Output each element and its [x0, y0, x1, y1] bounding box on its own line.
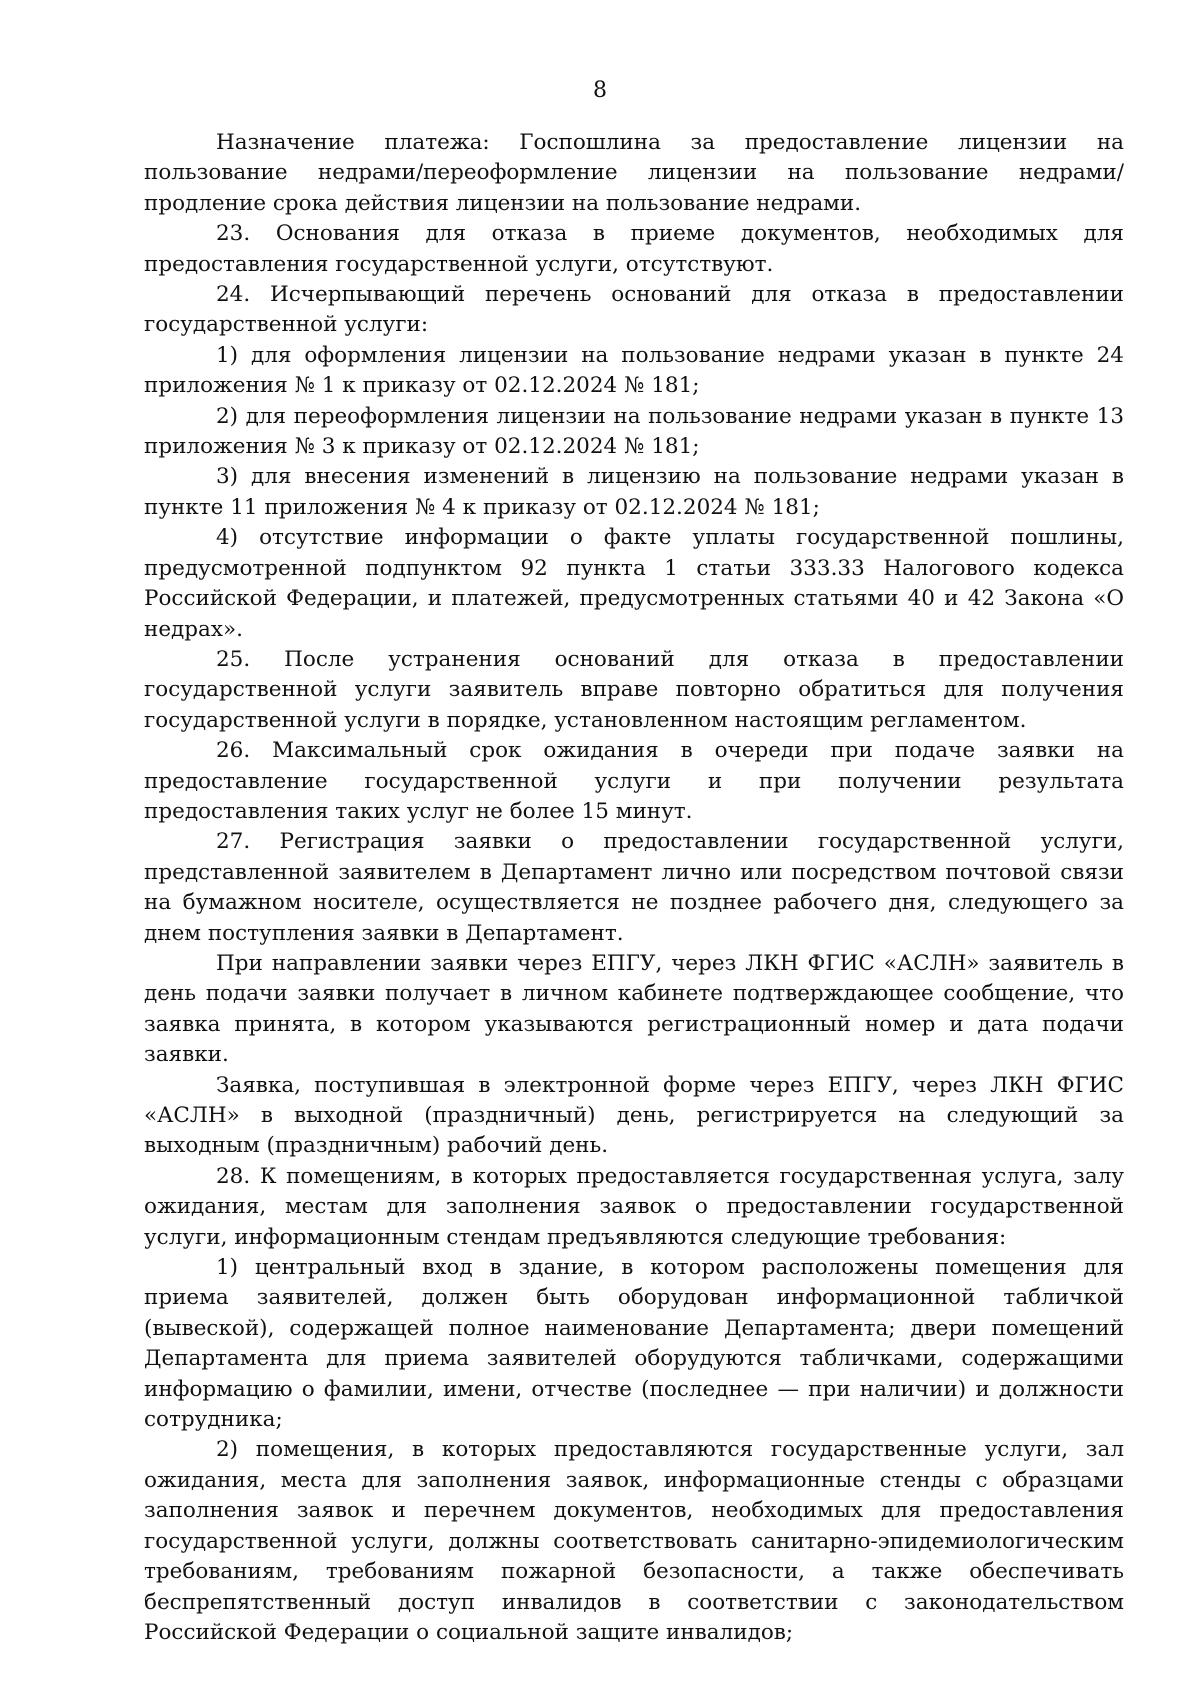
paragraph-26: 26. Максимальный срок ожидания в очереди при подаче заявки на предоставление государственной услуги и при получении результата предоставления таких услуг не более 15 минут. [144, 738, 1124, 824]
paragraph-27-epgu: При направлении заявки через ЕПГУ, через ЛКН ФГИС «АСЛН» заявитель в день подачи заявки получает в личном кабинете подтверждающее сообщение, что заявка принята, в котором указываются регистрационный номер и дата подачи заявки. [144, 950, 1124, 1068]
document-body [144, 128, 1124, 1648]
paragraph-27: 27. Регистрация заявки о предоставлении государственной услуги, представленной заявителем в Департамент лично или посредством почтовой связи на бумажном носителе, осуществляется не позднее рабочего дня, следующего за днем поступления заявки в Департамент. [144, 829, 1124, 946]
paragraph-28-item-2: 2) помещения, в которых предоставляются государственные услуги, зал ожидания, места для заполнения заявок, информационные стенды с образцами заполнения заявок и перечнем документов, необходимых для предоставления государственной услуги, должны соответствовать санитарно-эпидемиологическим требованиям, требованиям пожарной безопасности, а также обеспечивать беспрепятственный доступ инвалидов в соответствии с законодательством Российской Федерации о социальной защите инвалидов; [144, 1437, 1124, 1645]
paragraph-24: 24. Исчерпывающий перечень оснований для отказа в предоставлении государственной услуги: [144, 282, 1124, 338]
paragraph-24-item-2: 2) для переоформления лицензии на пользование недрами указан в пункте 13 приложения № 3 к приказу от 02.12.2024 № 181; [144, 403, 1124, 460]
paragraph-23: 23. Основания для отказа в приеме документов, необходимых для предоставления государственной услуги, отсутствуют. [144, 221, 1124, 277]
page-number: 8 [593, 78, 607, 103]
paragraph-28: 28. К помещениям, в которых предоставляется государственная услуга, залу ожидания, местам для заполнения заявок о предоставлении государственной услуги, информационным стендам предъявляются следующие требования: [144, 1163, 1124, 1250]
paragraph-payment-purpose: Назначение платежа: Госпошлина за предоставление лицензии на пользование недрами/переоформление лицензии на пользование недрами/продление срока действия лицензии на пользование недрами. [144, 130, 1124, 216]
paragraph-25: 25. После устранения оснований для отказа в предоставлении государственной услуги заявитель вправе повторно обратиться для получения государственной услуги в порядке, установленном настоящим регламентом. [144, 646, 1124, 733]
paragraph-28-item-1: 1) центральный вход в здание, в котором расположены помещения для приема заявителей, должен быть оборудован информационной табличкой (вывеской), содержащей полное наименование Департамента; двери помещений Департамента для приема заявителей оборудуются табличками, содержащими информацию о фамилии, имени, отчестве (последнее — при наличии) и должности сотрудника; [144, 1255, 1124, 1433]
paragraph-24-item-3: 3) для внесения изменений в лицензию на пользование недрами указан в пункте 11 приложения № 4 к приказу от 02.12.2024 № 181; [144, 464, 1124, 520]
paragraph-24-item-1: 1) для оформления лицензии на пользование недрами указан в пункте 24 приложения № 1 к приказу от 02.12.2024 № 181; [144, 342, 1124, 399]
paragraph-27-holiday: Заявка, поступившая в электронной форме через ЕПГУ, через ЛКН ФГИС «АСЛН» в выходной (праздничный) день, регистрируется на следующий за выходным (праздничным) рабочий день. [144, 1072, 1124, 1159]
paragraph-24-item-4: 4) отсутствие информации о факте уплаты государственной пошлины, предусмотренной подпунктом 92 пункта 1 статьи 333.33 Налогового кодекса Российской Федерации, и платежей, предусмотренных статьями 40 и 42 Закона «О недрах». [144, 525, 1124, 642]
